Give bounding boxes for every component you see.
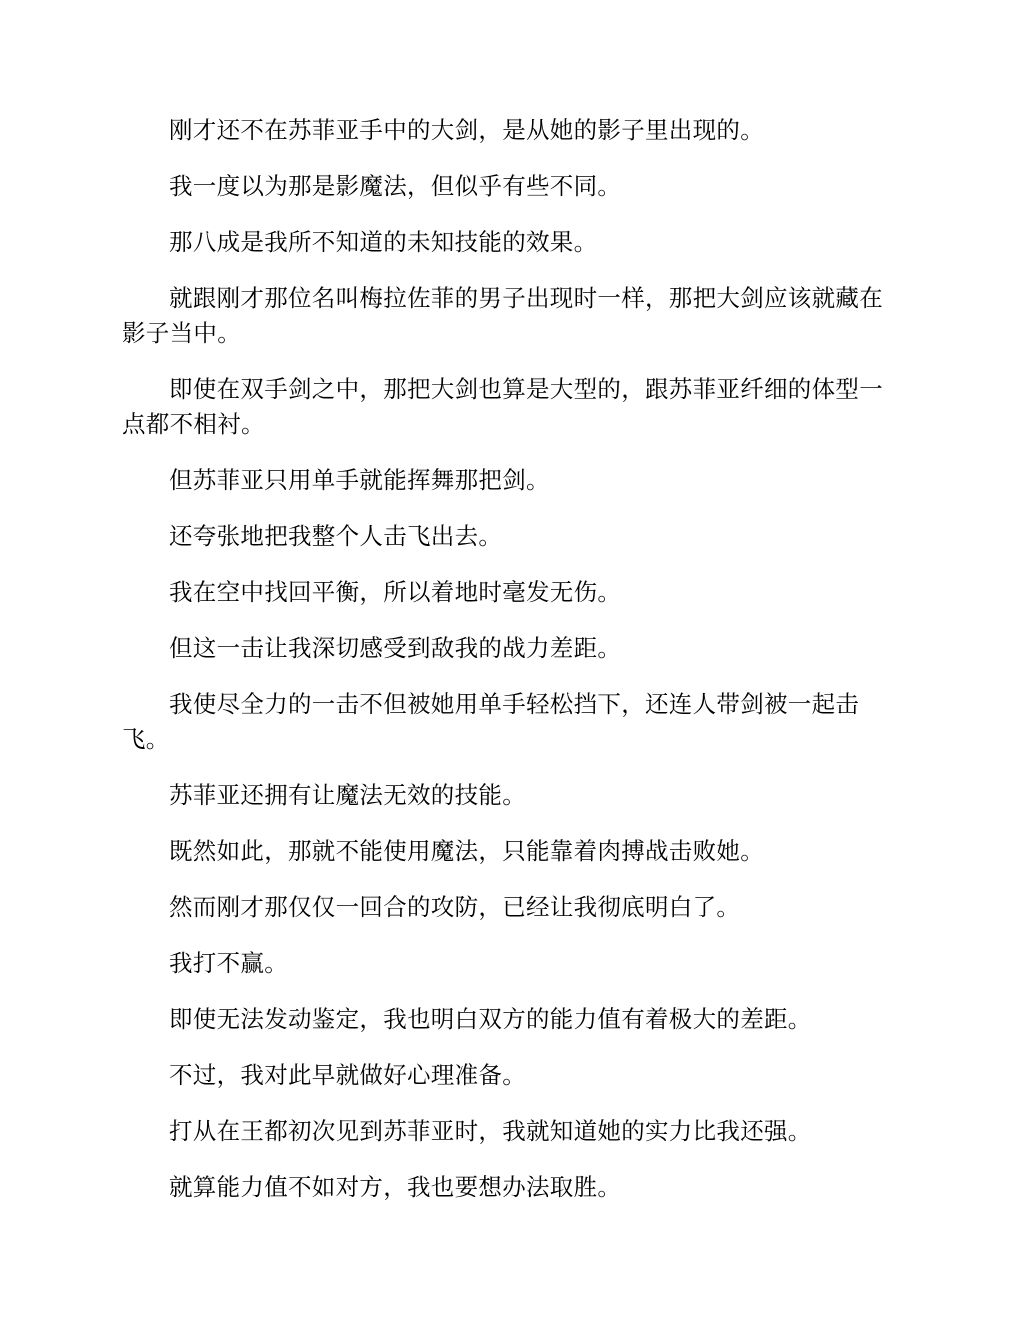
paragraph: 我一度以为那是影魔法，但似乎有些不同。 — [169, 172, 622, 200]
paragraph: 就跟刚才那位名叫梅拉佐菲的男子出现时一样，那把大剑应该就藏在影子当中。 — [122, 284, 883, 347]
paragraph: 我在空中找回平衡，所以着地时毫发无伤。 — [169, 578, 622, 606]
paragraph: 既然如此，那就不能使用魔法，只能靠着肉搏战击败她。 — [169, 837, 764, 865]
paragraph: 那八成是我所不知道的未知技能的效果。 — [169, 228, 598, 256]
paragraph: 即使无法发动鉴定，我也明白双方的能力值有着极大的差距。 — [169, 1005, 812, 1033]
paragraph: 苏菲亚还拥有让魔法无效的技能。 — [169, 781, 526, 809]
text-body — [122, 113, 898, 1226]
paragraph: 不过，我对此早就做好心理准备。 — [169, 1061, 526, 1089]
paragraph: 我使尽全力的一击不但被她用单手轻松挡下，还连人带剑被一起击飞。 — [122, 690, 860, 753]
paragraph: 就算能力值不如对方，我也要想办法取胜。 — [169, 1173, 622, 1201]
paragraph: 即使在双手剑之中，那把大剑也算是大型的，跟苏菲亚纤细的体型一点都不相衬。 — [122, 375, 883, 438]
paragraph: 我打不赢。 — [169, 949, 288, 977]
paragraph: 还夸张地把我整个人击飞出去。 — [169, 522, 503, 550]
paragraph: 但苏菲亚只用单手就能挥舞那把剑。 — [169, 466, 550, 494]
paragraph: 然而刚才那仅仅一回合的攻防，已经让我彻底明白了。 — [169, 893, 741, 921]
paragraph: 打从在王都初次见到苏菲亚时，我就知道她的实力比我还强。 — [169, 1117, 812, 1145]
paragraph: 刚才还不在苏菲亚手中的大剑，是从她的影子里出现的。 — [169, 116, 764, 144]
paragraph: 但这一击让我深切感受到敌我的战力差距。 — [169, 634, 622, 662]
